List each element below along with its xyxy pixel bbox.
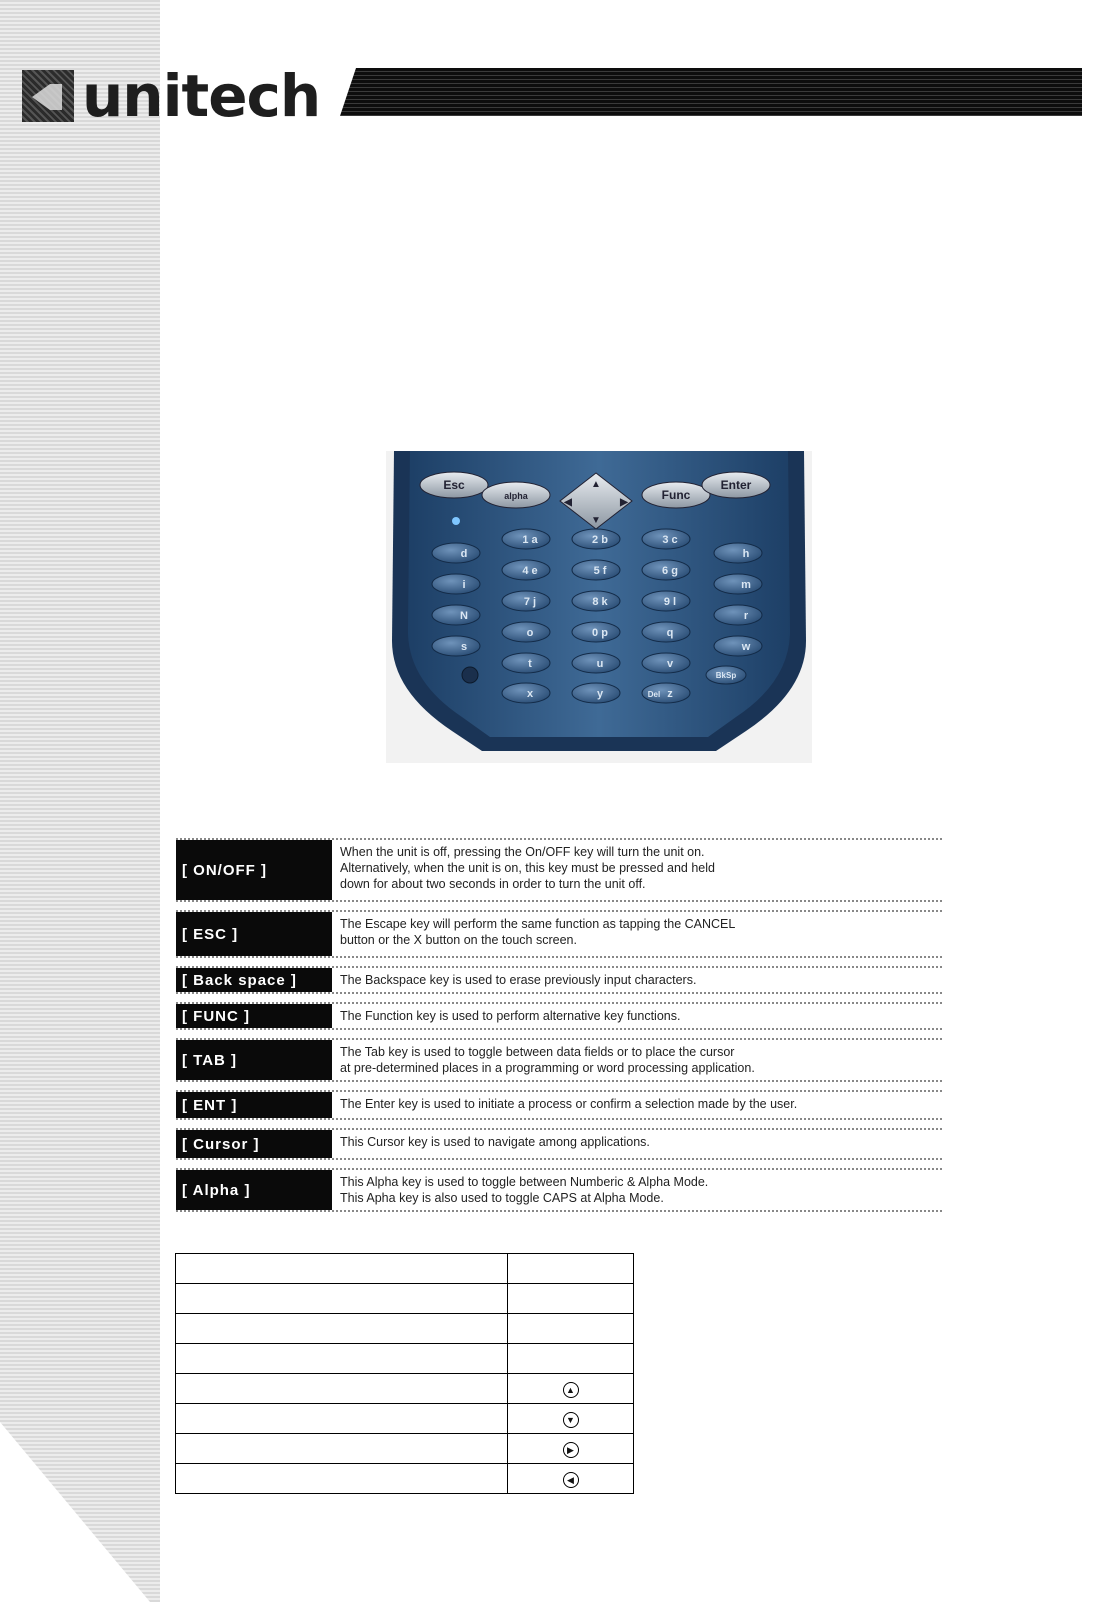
table-cell-function [176,1284,508,1314]
key-row [176,838,942,902]
side-key-label: w [741,641,751,653]
table-cell-function [176,1434,508,1464]
table-cell-function [176,1254,508,1284]
down-arrow-icon: ▼ [563,1412,579,1428]
keypad-key-label: y [596,688,604,700]
keypad-key-label: 7 j [523,596,537,608]
key-row [176,1128,942,1160]
left-margin-bar [0,0,160,1602]
right-arrow-icon: ▶ [563,1442,579,1458]
table-row [176,1344,634,1374]
keypad-key-label: o [526,627,534,639]
table-row [176,1374,634,1404]
table-row [176,1284,634,1314]
keypad-key-label: 0 p [592,627,608,639]
keypad-key-label: 4 e [522,565,538,577]
key-row [176,1090,942,1120]
table-cell-function [176,1464,508,1494]
keypad-key-label: 5 f [593,565,607,577]
key-description [332,1040,942,1080]
key-description [332,912,942,956]
keypad-key-label: 2 b [592,534,608,546]
key-description [332,840,942,900]
del-key-label: Del [647,690,661,699]
table-cell-key [508,1464,634,1494]
description-line: The Escape key will perform the same function as tapping the CANCEL [340,917,736,931]
table-cell-function [176,1344,508,1374]
description-line: Alternatively, when the unit is on, this key must be pressed and held [340,861,715,875]
nav-arrow-icon: ▲ [591,479,601,490]
description-line: at pre-determined places in a programming or word processing application. [340,1061,755,1075]
key-table [175,1253,634,1494]
key-label: [ Alpha ] [176,1170,332,1210]
description-line: This Apha key is also used to toggle CAPS at Alpha Mode. [340,1191,664,1205]
nav-arrow-icon: ◀ [564,497,572,508]
side-key [432,636,480,656]
top-key-label: Esc [443,478,465,492]
table-cell-key [508,1434,634,1464]
description-line: When the unit is off, pressing the On/OFF key will turn the unit on. [340,845,705,859]
description-line: down for about two seconds in order to turn the unit off. [340,877,646,891]
table-cell-function [176,1314,508,1344]
table-row [176,1434,634,1464]
key-description [332,1004,942,1028]
bksp-key-label: BkSp [715,671,737,680]
power-button [462,667,478,683]
keypad-key-label: 3 c [662,534,678,546]
keypad-key [502,653,550,673]
keypad-key-label: t [528,658,532,670]
side-key-label: m [741,579,751,591]
table-row [176,1314,634,1344]
description-line: The Backspace key is used to erase previously input characters. [340,973,697,987]
keypad-illustration [386,451,812,763]
key-row [176,1002,942,1030]
table-row [176,1254,634,1284]
key-description [332,968,942,992]
top-key-label: alpha [504,491,528,501]
side-key-label: d [460,548,468,560]
key-label: [ ON/OFF ] [176,840,332,900]
table-cell-key [508,1254,634,1284]
key-label: [ FUNC ] [176,1004,332,1028]
key-row [176,966,942,994]
keypad-key-label: v [666,658,674,670]
key-row [176,1038,942,1082]
table-row [176,1404,634,1434]
side-key [432,543,480,563]
side-key [714,605,762,625]
device-keypad-photo [386,451,812,763]
side-key [432,605,480,625]
side-key-label: h [742,548,750,560]
table-cell-key [508,1344,634,1374]
nav-arrow-icon: ▶ [620,497,628,508]
keypad-key-label: 6 g [662,565,678,577]
table-cell-key [508,1374,634,1404]
keypad-key-label: 9 l [663,596,677,608]
left-arrow-icon: ◀ [563,1472,579,1488]
side-key-label: s [460,641,468,653]
margin-notch [0,1422,150,1602]
table-row [176,1464,634,1494]
nav-arrow-icon: ▼ [591,515,601,526]
description-line: button or the X button on the touch screen. [340,933,577,947]
key-label: [ ENT ] [176,1092,332,1118]
side-key [714,543,762,563]
side-key-label: i [462,579,466,591]
header-stripe [340,68,1082,116]
side-key-label: N [460,610,468,622]
table-cell-function [176,1374,508,1404]
keypad-key-label: q [666,627,674,639]
keypad-key-label: u [596,658,604,670]
top-key-label: Enter [720,478,752,492]
key-row [176,910,942,958]
key-description [332,1092,942,1118]
key-description [332,1170,942,1210]
table-cell-key [508,1404,634,1434]
key-label: [ ESC ] [176,912,332,956]
keypad-key-label: 1 a [522,534,538,546]
table-cell-key [508,1284,634,1314]
table-cell-function [176,1404,508,1434]
keypad-key-label: x [526,688,534,700]
brand-logo [22,62,321,130]
table-cell-key [508,1314,634,1344]
description-line: This Cursor key is used to navigate among applications. [340,1135,650,1149]
up-arrow-icon: ▲ [563,1382,579,1398]
keypad-key-label: z [667,688,673,700]
description-line: The Tab key is used to toggle between data fields or to place the cursor [340,1045,735,1059]
logo-icon [22,70,74,122]
keypad-key-label: 8 k [592,596,608,608]
description-line: The Function key is used to perform alternative key functions. [340,1009,681,1023]
description-line: This Alpha key is used to toggle between Numberic & Alpha Mode. [340,1175,709,1189]
description-line: The Enter key is used to initiate a process or confirm a selection made by the user. [340,1097,798,1111]
key-label: [ Cursor ] [176,1130,332,1158]
brand-name: unitech [82,62,321,130]
key-descriptions [176,838,942,1220]
side-key [714,636,762,656]
key-label: [ Back space ] [176,968,332,992]
side-key [714,574,762,594]
key-row [176,1168,942,1212]
key-label: [ TAB ] [176,1040,332,1080]
top-key-label: Func [661,488,691,502]
side-key [432,574,480,594]
key-description [332,1130,942,1158]
side-key-label: r [743,610,749,622]
status-led [452,517,460,525]
